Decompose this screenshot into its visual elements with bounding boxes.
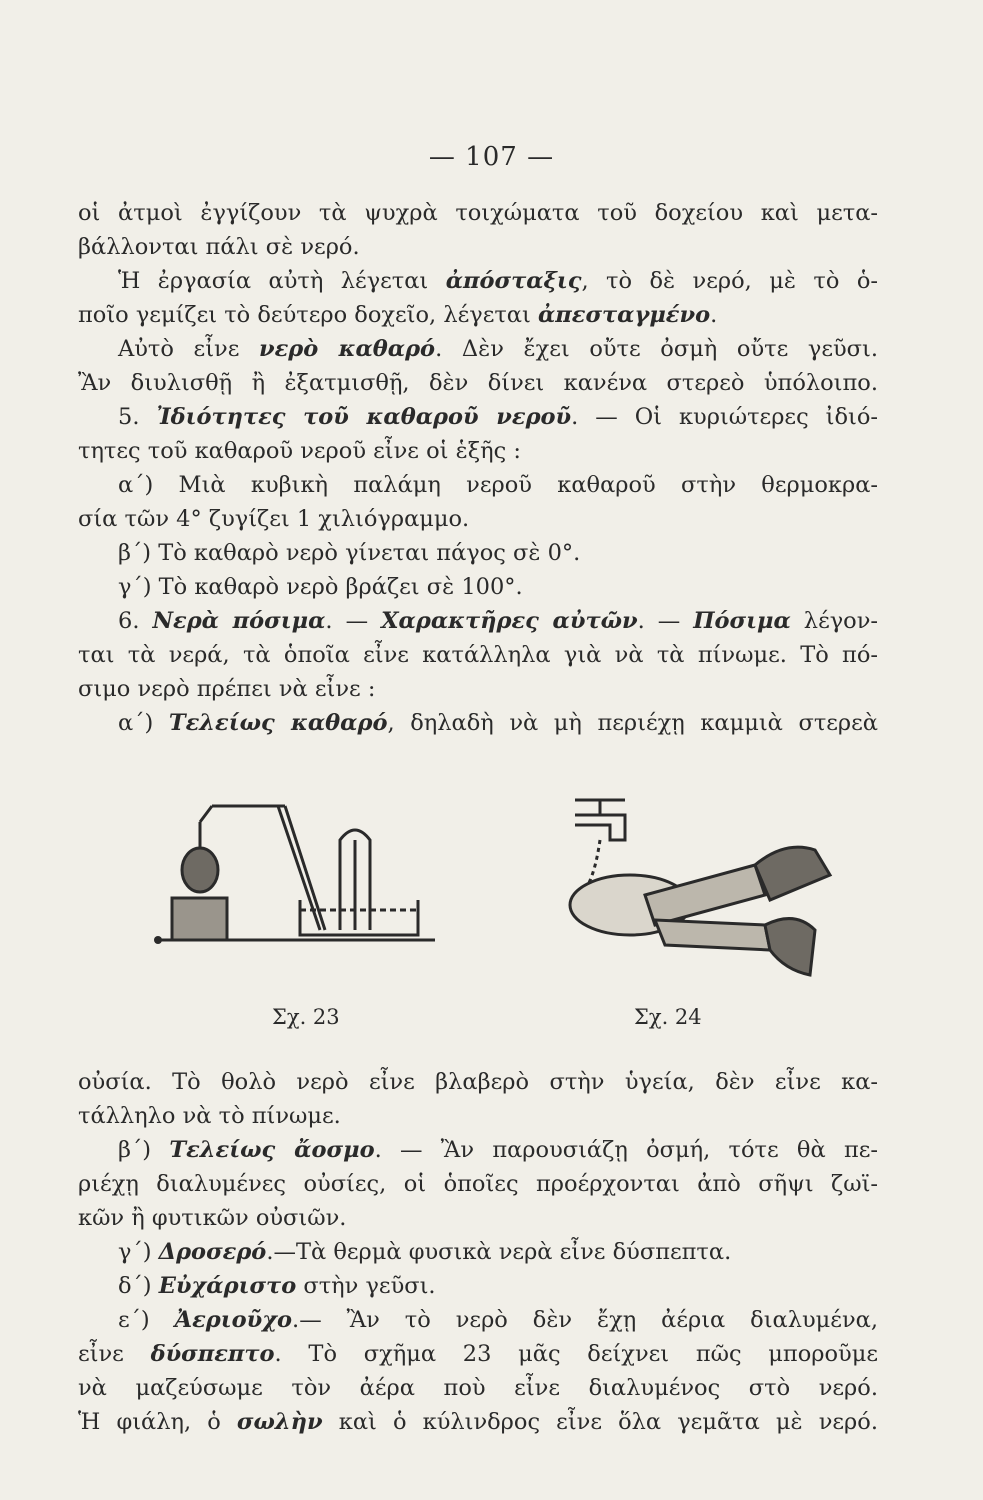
emphasized-term: δύσπεπτο <box>150 1341 275 1367</box>
text-run: . — Ἂν παρουσιάζῃ ὀσμή, τότε θὰ πε- <box>374 1137 878 1163</box>
figure-24-handwashing <box>555 780 865 995</box>
text-line <box>78 536 878 570</box>
emphasized-term: σωλὴν <box>236 1409 323 1435</box>
text-run: Ἡ φιάλη, ὁ <box>78 1409 237 1435</box>
text-line <box>78 1065 878 1099</box>
emphasized-term: Νερὰ πόσιμα <box>152 608 326 634</box>
text-line <box>78 1269 878 1303</box>
text-run: κῶν ἢ φυτικῶν οὐσιῶν. <box>78 1205 347 1231</box>
text-run: , τὸ δὲ νερό, μὲ τὸ ὁ- <box>581 268 878 294</box>
text-run: 6. <box>118 608 153 634</box>
text-run: ποῖο γεμίζει τὸ δεύτερο δοχεῖο, λέγεται <box>78 302 538 328</box>
text-run: , δηλαδὴ νὰ μὴ περιέχῃ καμμιὰ στερεὰ <box>387 710 878 736</box>
text-line <box>78 604 878 638</box>
text-line <box>78 230 878 264</box>
text-run: καὶ ὁ κύλινδρος εἶνε ὅλα γεμᾶτα μὲ νερό. <box>322 1409 878 1435</box>
emphasized-term: ἀπόσταξις <box>445 268 582 294</box>
text-line <box>78 638 878 672</box>
text-run: λέγον- <box>790 608 878 634</box>
text-run: Ἂν διυλισθῇ ἢ ἐξατμισθῇ, δὲν δίνει κανένα στερεὸ ὑπόλοιπο. <box>78 370 878 396</box>
text-line <box>78 434 878 468</box>
text-line <box>78 1337 878 1371</box>
text-run: β΄) Τὸ καθαρὸ νερὸ γίνεται πάγος σὲ 0°. <box>118 540 581 566</box>
text-line <box>78 400 878 434</box>
text-run: . <box>710 302 718 328</box>
emphasized-term: Ἰδιότητες τοῦ καθαροῦ νεροῦ <box>156 404 572 430</box>
text-run: ται τὰ νερά, τὰ ὁποῖα εἶνε κατάλληλα γιὰ νὰ τὰ πίνωμε. Τὸ πό- <box>78 642 878 668</box>
text-run: .— Ἂν τὸ νερὸ δὲν ἔχῃ ἀέρια διαλυμένα, <box>292 1307 878 1333</box>
text-line <box>78 502 878 536</box>
text-block-bottom <box>78 1065 878 1439</box>
text-line <box>78 1133 878 1167</box>
text-line <box>78 1371 878 1405</box>
text-run: . Δὲν ἔχει οὔτε ὀσμὴ οὔτε γεῦσι. <box>435 336 878 362</box>
figure-23-distillation-apparatus <box>150 780 440 995</box>
text-run: γ΄) <box>118 1239 159 1265</box>
text-run: α΄) <box>118 710 169 736</box>
text-run: 5. <box>118 404 157 430</box>
emphasized-term: Ἀεριοῦχο <box>174 1307 293 1333</box>
text-run: εἶνε <box>78 1341 151 1367</box>
text-line <box>78 1099 878 1133</box>
text-line <box>78 468 878 502</box>
text-run: οὐσία. Τὸ θολὸ νερὸ εἶνε βλαβερὸ στὴν ὑγεία, δὲν εἶνε κα- <box>78 1069 878 1095</box>
text-run: . — <box>325 608 382 634</box>
text-line <box>78 570 878 604</box>
emphasized-term: Τελείως ἄοσμο <box>169 1137 375 1163</box>
text-run: σιμο νερὸ πρέπει νὰ εἶνε : <box>78 676 376 702</box>
text-run: α΄) Μιὰ κυβικὴ παλάμη νεροῦ καθαροῦ στὴν θερμοκρα- <box>118 472 878 498</box>
text-run: νὰ μαζεύσωμε τὸν ἀέρα ποὺ εἶνε διαλυμένος στὸ νερό. <box>78 1375 878 1401</box>
text-run: Αὐτὸ εἶνε <box>118 336 260 362</box>
text-run: .—Τὰ θερμὰ φυσικὰ νερὰ εἶνε δύσπεπτα. <box>266 1239 732 1265</box>
text-line <box>78 196 878 230</box>
emphasized-term: Δροσερό <box>158 1239 267 1265</box>
text-run: σία τῶν 4° ζυγίζει 1 χιλιόγραμμο. <box>78 506 470 532</box>
text-run: τάλληλο νὰ τὸ πίνωμε. <box>78 1103 341 1129</box>
text-line <box>78 1235 878 1269</box>
text-run: Ἡ ἐργασία αὐτὴ λέγεται <box>118 268 446 294</box>
handwashing-illustration <box>555 780 865 995</box>
text-line <box>78 1201 878 1235</box>
figure-24-caption: Σχ. 24 <box>634 1005 702 1029</box>
text-run: στὴν γεῦσι. <box>296 1273 436 1299</box>
figure-23-caption: Σχ. 23 <box>272 1005 340 1029</box>
text-line <box>78 366 878 400</box>
text-run: γ΄) Τὸ καθαρὸ νερὸ βράζει σὲ 100°. <box>118 574 523 600</box>
text-run: . — Οἱ κυριώτερες ἰδιό- <box>571 404 878 430</box>
text-run: . Τὸ σχῆμα 23 μᾶς δείχνει πῶς μποροῦμε <box>274 1341 878 1367</box>
text-line <box>78 672 878 706</box>
text-run: δ΄) <box>118 1273 159 1299</box>
text-block-top <box>78 196 878 740</box>
emphasized-term: νερὸ καθαρό <box>259 336 436 362</box>
text-run: ριέχῃ διαλυμένες οὐσίες, οἱ ὁποῖες προέρχονται ἀπὸ σῆψι ζωϊ- <box>78 1171 878 1197</box>
text-run: . — <box>637 608 694 634</box>
page-number: — 107 — <box>428 142 555 172</box>
text-line <box>78 1167 878 1201</box>
text-run: βάλλονται πάλι σὲ νερό. <box>78 234 360 260</box>
text-line <box>78 706 878 740</box>
text-line <box>78 298 878 332</box>
text-run: οἱ ἀτμοὶ ἐγγίζουν τὰ ψυχρὰ τοιχώματα τοῦ δοχείου καὶ μετα- <box>78 200 878 226</box>
text-line <box>78 1405 878 1439</box>
text-run: β΄) <box>118 1137 170 1163</box>
text-run: ε΄) <box>118 1307 175 1333</box>
emphasized-term: Πόσιμα <box>693 608 791 634</box>
distillation-illustration <box>150 780 440 995</box>
text-line <box>78 332 878 366</box>
text-line <box>78 1303 878 1337</box>
emphasized-term: Χαρακτῆρες αὐτῶν <box>381 608 638 634</box>
emphasized-term: Εὐχάριστο <box>158 1273 297 1299</box>
text-line <box>78 264 878 298</box>
emphasized-term: Τελείως καθαρό <box>168 710 388 736</box>
text-run: τητες τοῦ καθαροῦ νεροῦ εἶνε οἱ ἑξῆς : <box>78 438 521 464</box>
emphasized-term: ἀπεσταγμένο <box>537 302 711 328</box>
